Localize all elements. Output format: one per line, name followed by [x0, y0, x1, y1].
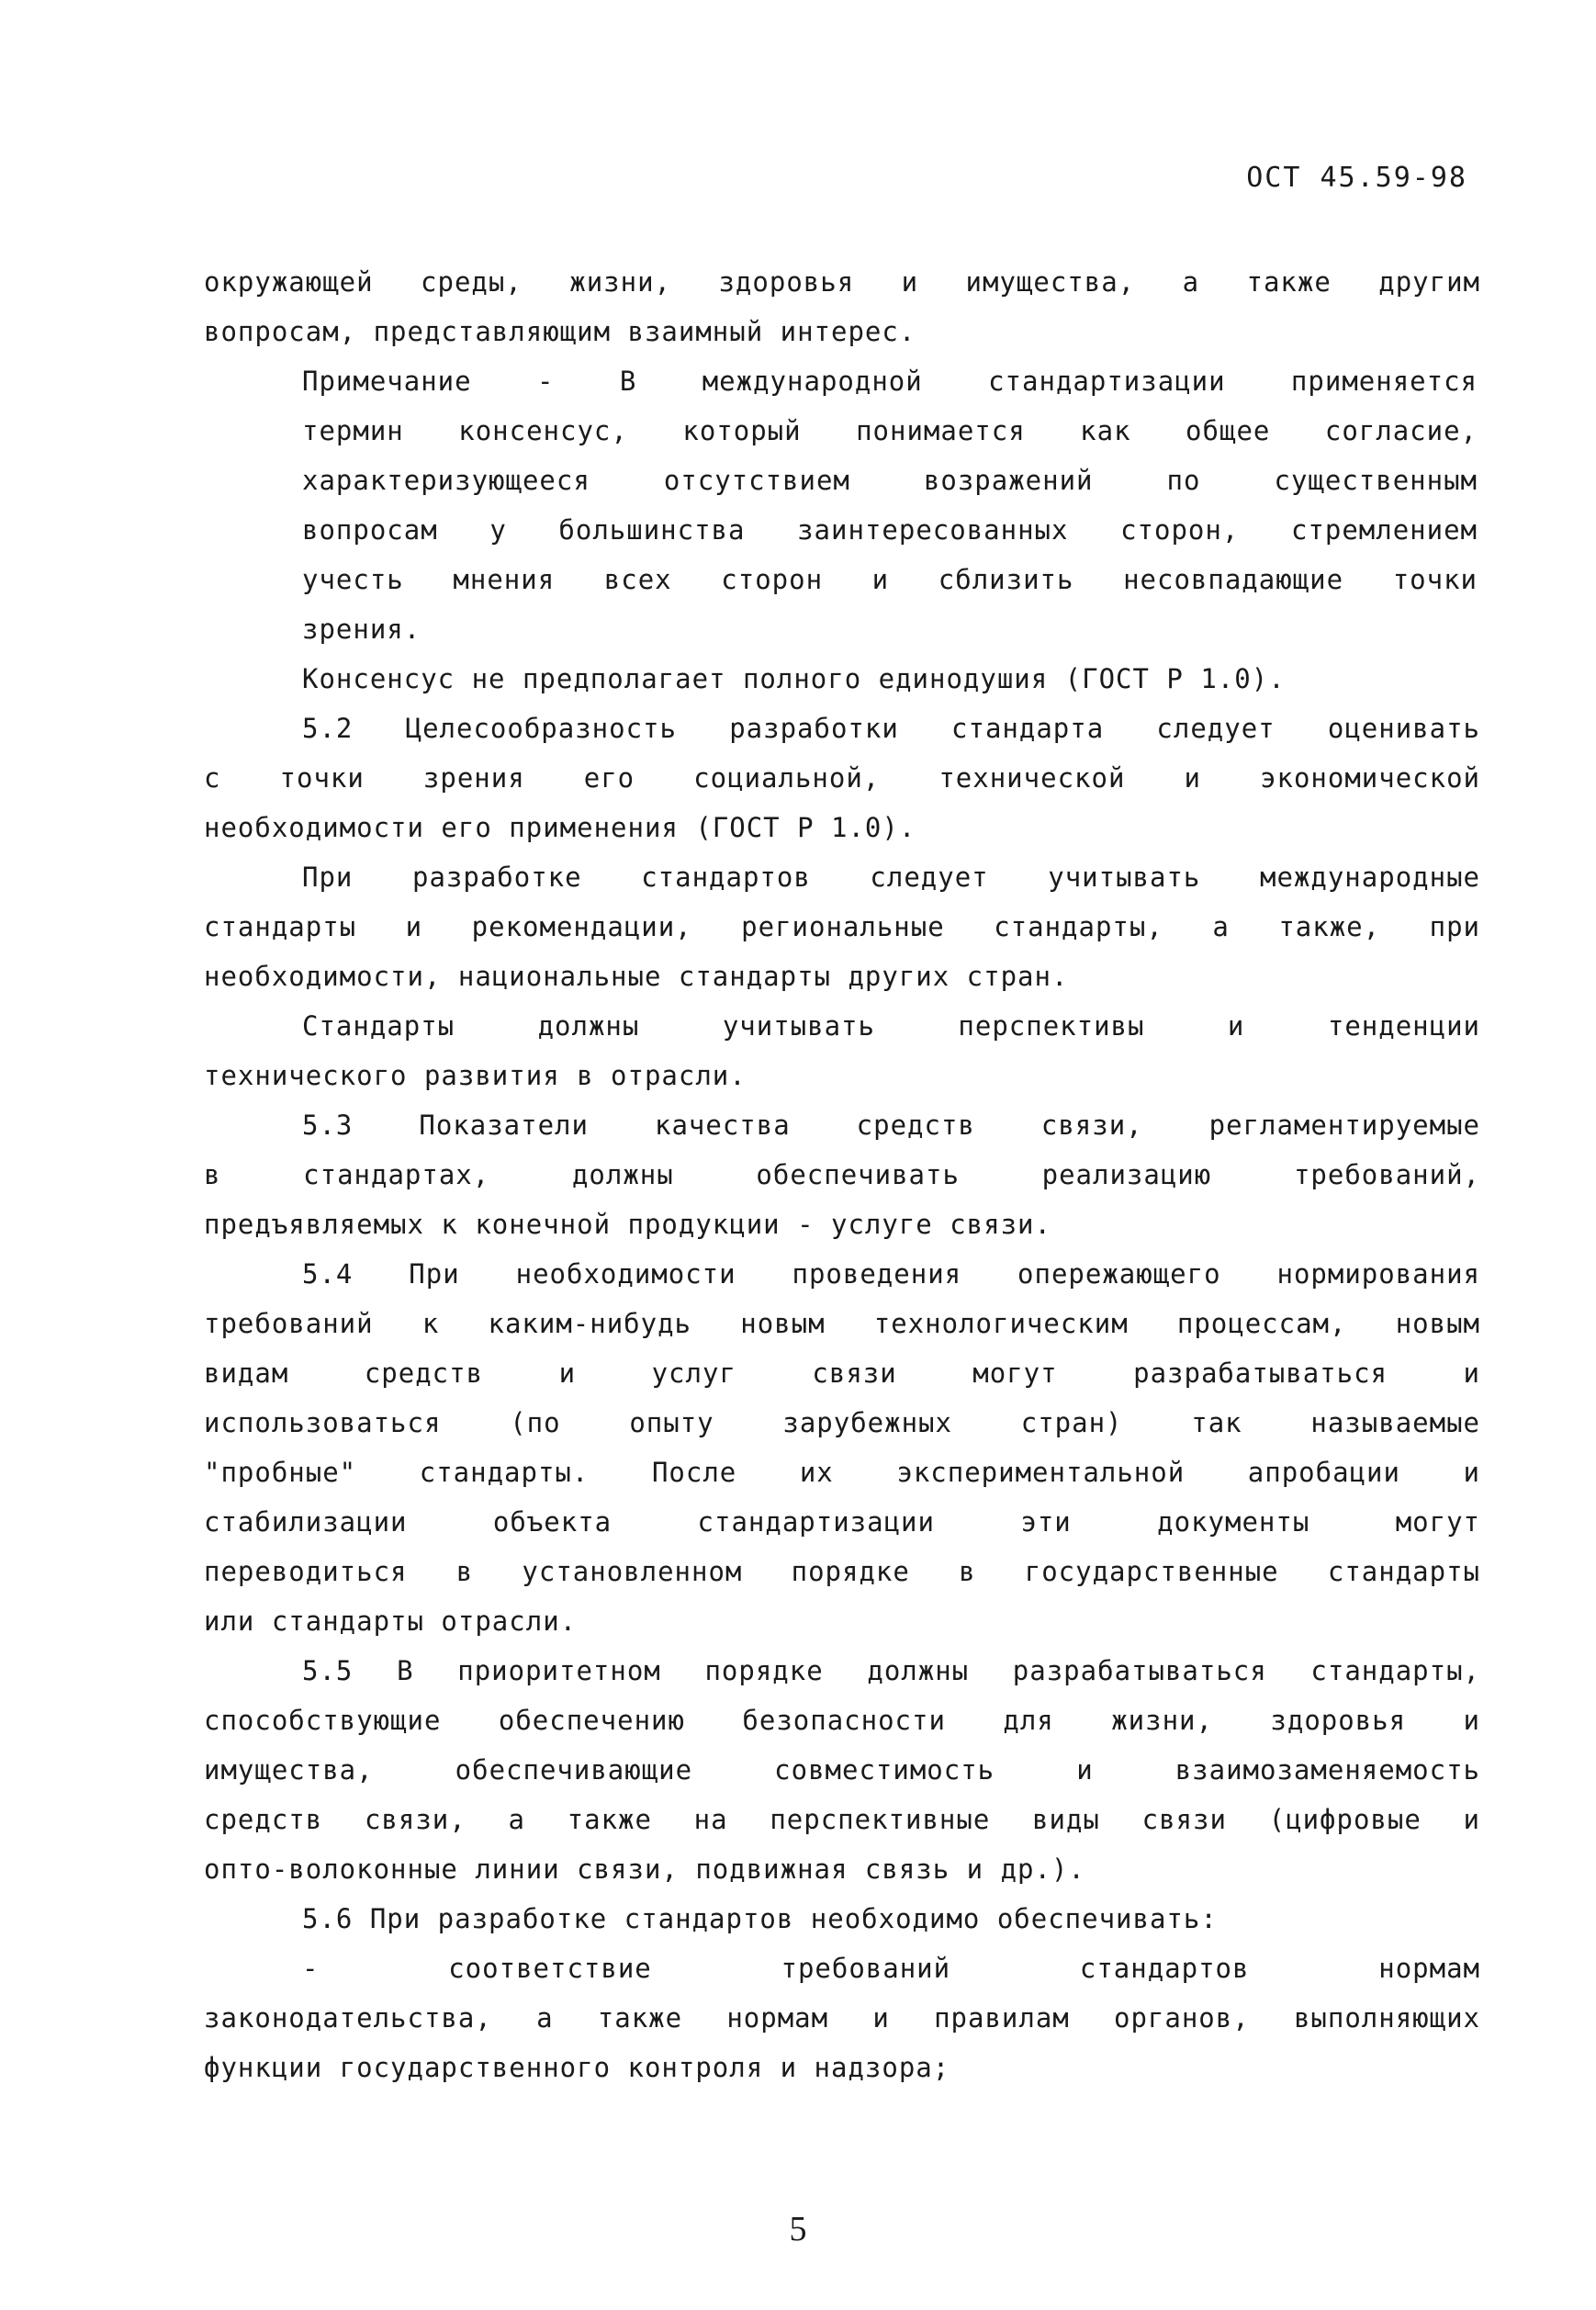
body-text [204, 257, 1480, 2092]
text-line: Стандарты должны учитывать перспективы и тенденции [302, 1010, 1480, 1042]
text-line: опто-волоконные линии связи, подвижная связь и др.). [204, 1854, 1085, 1885]
text-line: законодательства, а также нормам и правилам органов, выполняющих [204, 2002, 1480, 2034]
note-line: зрения. [302, 614, 421, 645]
section-heading-line: 5.2 Целесообразность разработки стандарта следует оценивать [302, 713, 1480, 744]
text-line: При разработке стандартов следует учитывать международные [302, 862, 1480, 893]
document-code: ОСТ 45.59-98 [1246, 162, 1467, 194]
section-heading-line: 5.3 Показатели качества средств связи, регламентируемые [302, 1110, 1480, 1141]
text-line: или стандарты отрасли. [204, 1606, 578, 1637]
text-line: с точки зрения его социальной, технической и экономической [204, 762, 1480, 794]
text-line: стабилизации объекта стандартизации эти документы могут [204, 1506, 1480, 1538]
page-number: 5 [789, 2210, 807, 2248]
text-line: использоваться (по опыту зарубежных стран) так называемые [204, 1407, 1480, 1438]
text-line: стандарты и рекомендации, региональные стандарты, а также, при [204, 911, 1480, 942]
note-line: Примечание - В международной стандартизации применяется [302, 366, 1478, 397]
text-line: "пробные" стандарты. После их экспериментальной апробации и [204, 1457, 1480, 1488]
text-line: окружающей среды, жизни, здоровья и имущества, а также другим [204, 266, 1480, 298]
list-item-line: - соответствие требований стандартов нормам [302, 1953, 1480, 1984]
note-line: характеризующееся отсутствием возражений по существенным [302, 465, 1478, 496]
text-line: функции государственного контроля и надзора; [204, 2052, 950, 2083]
section-heading-line: 5.5 В приоритетном порядке должны разрабатываться стандарты, [302, 1655, 1480, 1686]
note-line: термин консенсус, который понимается как общее согласие, [302, 415, 1478, 446]
text-line: Консенсус не предполагает полного единодушия (ГОСТ Р 1.0). [302, 663, 1286, 694]
note-line: учесть мнения всех сторон и сблизить несовпадающие точки [302, 564, 1478, 595]
section-heading-line: 5.4 При необходимости проведения опережающего нормирования [302, 1258, 1480, 1290]
text-line: имущества, обеспечивающие совместимость и взаимозаменяемость [204, 1754, 1480, 1786]
text-line: в стандартах, должны обеспечивать реализацию требований, [204, 1159, 1480, 1190]
text-line: предъявляемых к конечной продукции - услуге связи. [204, 1209, 1051, 1240]
section-heading-line: 5.6 При разработке стандартов необходимо обеспечивать: [302, 1903, 1218, 1934]
text-line: необходимости его применения (ГОСТ Р 1.0). [204, 812, 916, 843]
text-line: способствующие обеспечению безопасности для жизни, здоровья и [204, 1705, 1480, 1736]
text-line: необходимости, национальные стандарты других стран. [204, 961, 1069, 992]
text-line: средств связи, а также на перспективные виды связи (цифровые и [204, 1804, 1480, 1835]
note-line: вопросам у большинства заинтересованных сторон, стремлением [302, 514, 1478, 546]
text-line: требований к каким-нибудь новым технологическим процессам, новым [204, 1308, 1480, 1339]
text-line: технического развития в отрасли. [204, 1060, 747, 1091]
text-line: переводиться в установленном порядке в государственные стандарты [204, 1556, 1480, 1587]
text-line: видам средств и услуг связи могут разрабатываться и [204, 1358, 1480, 1389]
text-line: вопросам, представляющим взаимный интерес. [204, 316, 916, 347]
